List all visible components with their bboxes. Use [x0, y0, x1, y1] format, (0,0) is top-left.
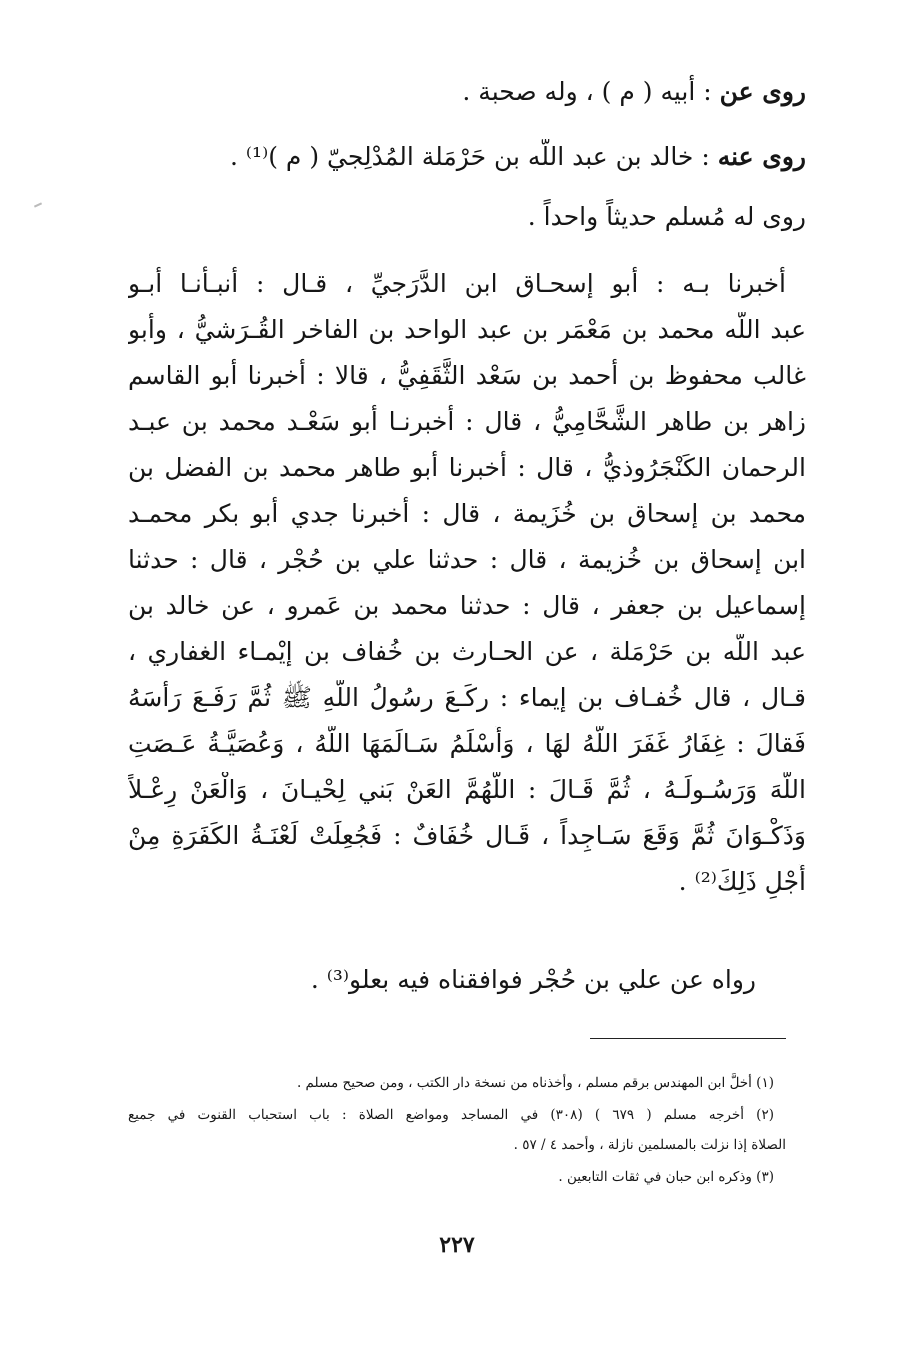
- narrated-from-text: : أبيه ( م ) ، وله صحبة .: [462, 77, 712, 106]
- body-line: قـال ، قال خُفـاف بن إيماء : ركَـعَ رسُولُ اللَّهِ ﷺ ثُمَّ رَفَـعَ رَأْسَهُ: [128, 683, 806, 712]
- body-line: الرحمان الكَنْجَرُوذيُّ ، قال : أخبرنا أبو طاهر محمد بن الفضل بن: [128, 453, 806, 482]
- body-line: غالب محفوظ بن أحمد بن سَعْد الثَّقَفِيُّ ، قالا : أخبرنا أبو القاسم: [128, 361, 806, 390]
- footnote-1: (١) أخلَّ ابن المهندس برقم مسلم ، وأخذناه من نسخة دار الكتب ، ومن صحيح مسلم .: [296, 1075, 774, 1091]
- body-line: محمد بن إسحاق بن خُزَيمة ، قال : أخبرنا جدي أبو بكر محمـد: [128, 499, 806, 528]
- scan-speck: [34, 202, 42, 207]
- narrated-by-text: : خالد بن عبد اللَّه بن حَرْمَلة المُدْلِجيّ ( م )⁽¹⁾ .: [230, 142, 710, 171]
- closing-line: رواه عن علي بن حُجْر فوافقناه فيه بعلو⁽³⁾ .: [310, 965, 756, 994]
- page-number: ٢٢٧: [439, 1232, 475, 1258]
- body-line: ابن إسحاق بن خُزيمة ، قال : حدثنا علي بن حُجْر ، قال : حدثنا: [128, 545, 806, 574]
- hadith-count-line: روى له مُسلم حديثاً واحداً .: [527, 202, 806, 231]
- narrated-from-line: [128, 74, 806, 110]
- body-line: فَقالَ : غِفَارُ غَفَرَ اللَّهُ لهَا ، وَأَسْلَمُ سَـالَمَهَا اللَّهُ ، وَعُصَيَّـةُ عَـصَتِ: [128, 729, 806, 758]
- body-line: اللَّهَ وَرَسُـولَـهُ ، ثُمَّ قَـالَ : اللَّهُمَّ العَنْ بَني لِحْيـانَ ، وَالْعَنْ رِعْـلاً: [128, 775, 806, 804]
- body-line: إسماعيل بن جعفر ، قال : حدثنا محمد بن عَمرو ، عن خالد بن: [128, 591, 806, 620]
- body-line: أخبرنا بـه : أبو إسحـاق ابن الدَّرَجيِّ ، قـال : أنبـأنـا أبـو: [128, 269, 786, 298]
- footnote-3: (٣) وذكره ابن حبان في ثقات التابعين .: [558, 1169, 774, 1185]
- body-line: عبد اللَّه محمد بن مَعْمَر بن عبد الواحد بن الفاخر القُـرَشيُّ ، وأبو: [128, 315, 806, 344]
- narrated-from-label: روى عن: [719, 77, 806, 106]
- body-line: أَجْلِ ذَلِكَ⁽²⁾ .: [678, 867, 806, 896]
- footnote-divider: [590, 1038, 786, 1039]
- narrated-by-label: روى عنه: [717, 142, 806, 171]
- body-line: عبد اللَّه بن حَرْمَلة ، عن الحـارث بن خُفاف بن إيْمـاء الغفاري ،: [128, 637, 806, 666]
- footnote-2: (٢) أخرجه مسلم ( ٦٧٩ ) (٣٠٨) في المساجد ومواضع الصلاة : باب استحباب القنوت في جميع: [128, 1107, 774, 1123]
- body-line: وَذَكْـوَانَ ثُمَّ وَقَعَ سَـاجِداً ، قَـال خُفَافٌ : فَجُعِلَتْ لَعْنَـةُ الكَفَرَةِ مِنْ: [128, 821, 806, 850]
- body-line: زاهر بن طاهر الشَّحَّامِيُّ ، قال : أخبرنـا أبو سَعْـد محمد بن عبـد: [128, 407, 806, 436]
- narrated-by-line: [128, 139, 806, 175]
- footnote-2-continued: الصلاة إذا نزلت بالمسلمين نازلة ، وأحمد ٤ / ٥٧ .: [513, 1137, 786, 1153]
